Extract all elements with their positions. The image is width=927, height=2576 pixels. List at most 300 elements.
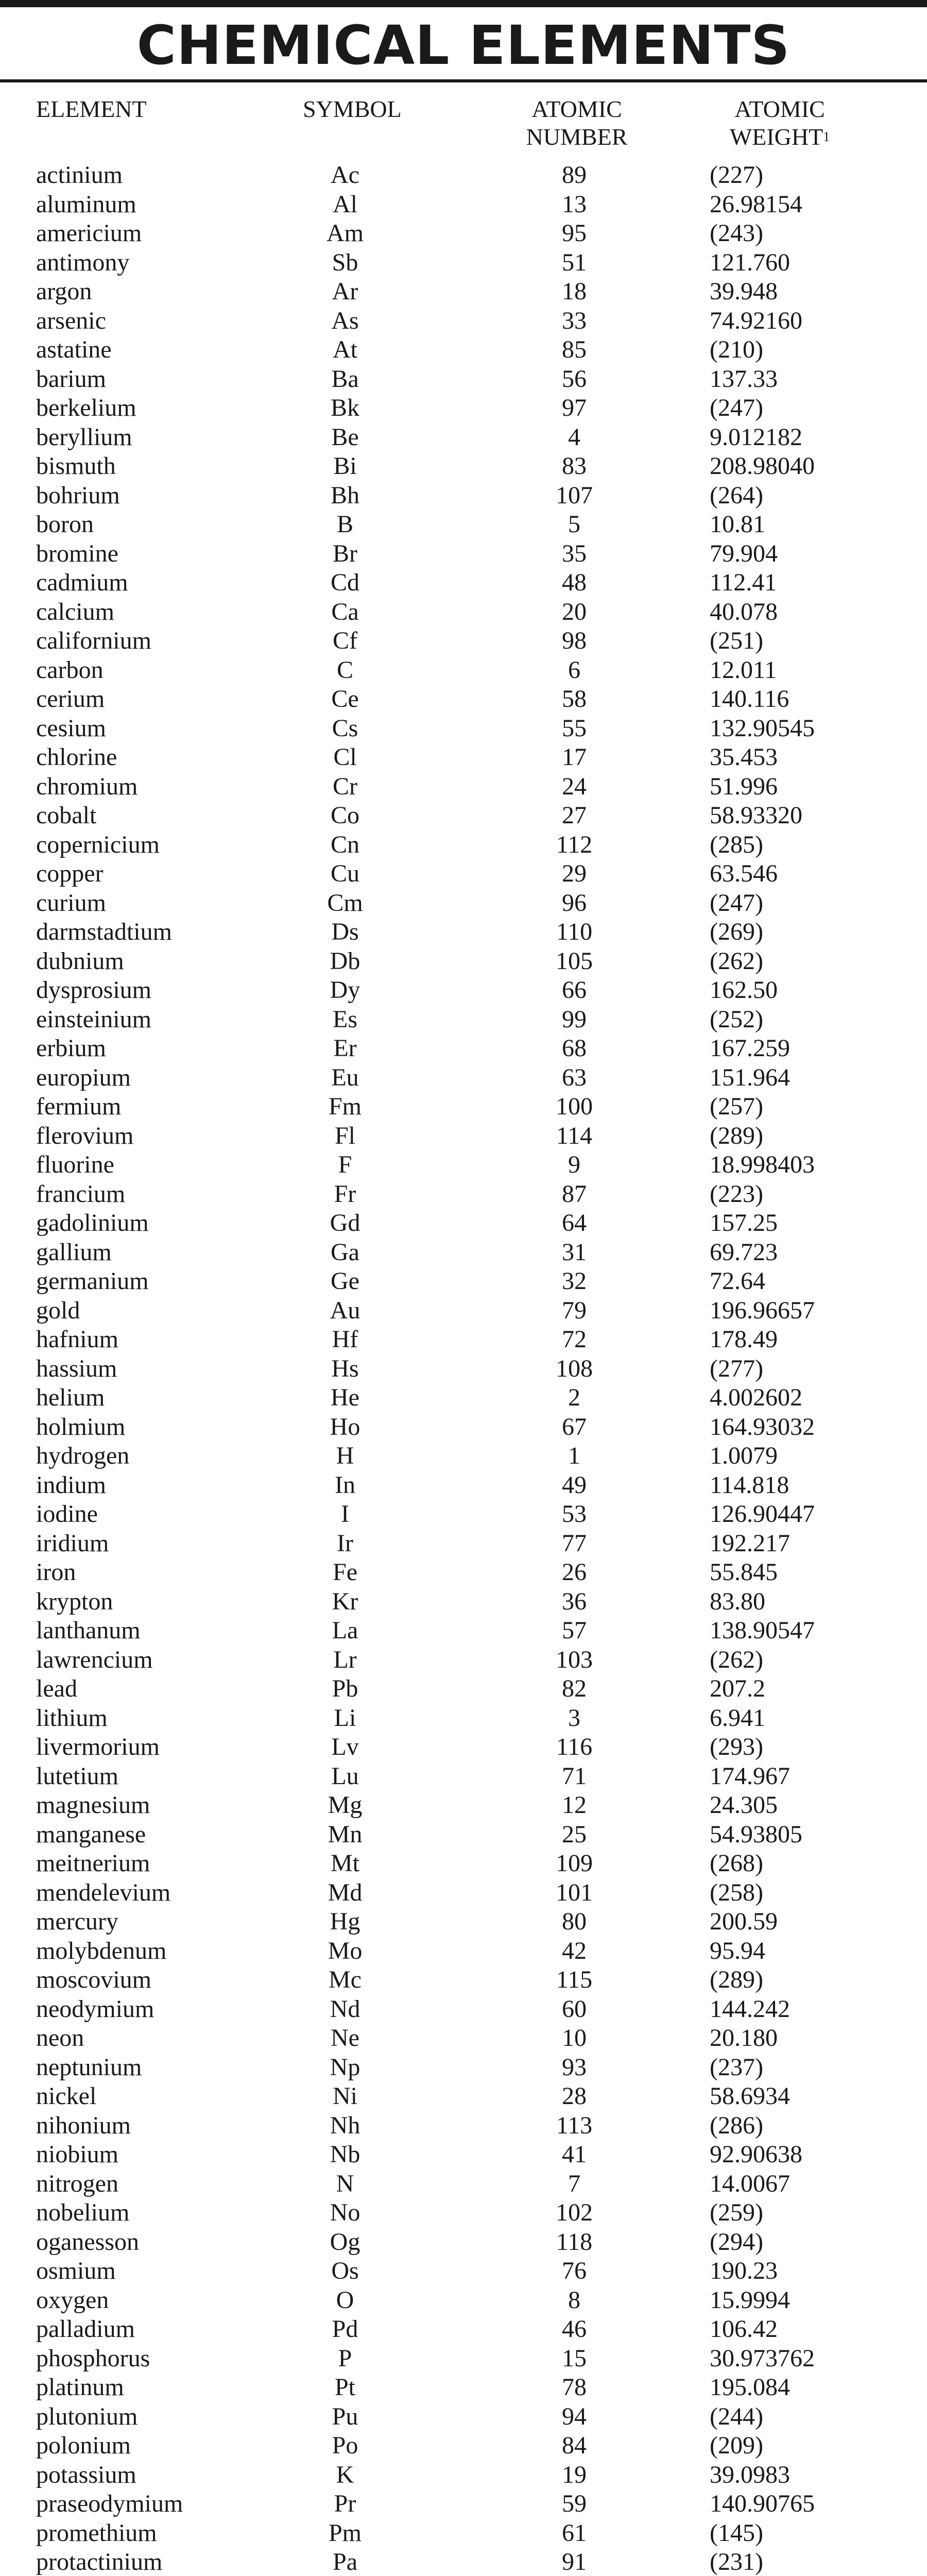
element-symbol: Au (330, 1296, 360, 1324)
atomic-weight: 72.64 (710, 1267, 765, 1295)
element-symbol: At (333, 336, 357, 363)
atomic-number: 82 (562, 1675, 587, 1702)
atomic-number: 46 (562, 2315, 587, 2343)
element-name: gallium (36, 1238, 112, 1266)
atomic-weight: 83.80 (710, 1587, 765, 1615)
element-name: germanium (36, 1267, 149, 1295)
element-symbol: Pa (333, 2548, 357, 2575)
table-row (0, 365, 927, 394)
atomic-number: 15 (562, 2344, 587, 2372)
element-name: flerovium (36, 1122, 134, 1149)
element-symbol: Ba (331, 365, 359, 393)
atomic-number: 63 (562, 1063, 587, 1091)
element-name: antimony (36, 248, 130, 276)
atomic-number: 68 (562, 1035, 587, 1062)
atomic-number: 80 (562, 1908, 587, 1935)
element-symbol: Pt (334, 2374, 356, 2401)
element-name: hassium (36, 1354, 117, 1382)
element-name: nitrogen (36, 2170, 118, 2197)
atomic-weight: 30.973762 (710, 2344, 815, 2372)
atomic-number: 87 (562, 1180, 587, 1208)
element-name: gold (36, 1296, 80, 1324)
table-row (0, 1296, 927, 1326)
element-name: argon (36, 278, 92, 305)
element-name: francium (36, 1180, 126, 1208)
atomic-number: 42 (562, 1937, 587, 1964)
atomic-weight: 39.0983 (710, 2461, 790, 2488)
atomic-weight: 24.305 (710, 1791, 778, 1819)
element-name: beryllium (36, 423, 132, 451)
element-name: lithium (36, 1704, 108, 1732)
element-symbol: Pb (332, 1675, 358, 1702)
element-symbol: Fr (334, 1180, 356, 1208)
table-row (0, 976, 927, 1005)
atomic-weight: 121.760 (710, 248, 790, 276)
table-row (0, 1122, 927, 1151)
element-symbol: Lu (331, 1762, 359, 1790)
table-row (0, 2198, 927, 2228)
atomic-number: 99 (562, 1005, 587, 1033)
atomic-number: 57 (562, 1617, 587, 1644)
element-name: dubnium (36, 947, 124, 975)
table-row (0, 1995, 927, 2024)
element-symbol: Ga (331, 1238, 359, 1266)
table-row (0, 1762, 927, 1791)
atomic-number: 4 (568, 423, 580, 451)
element-symbol: Ne (331, 2024, 359, 2052)
element-name: plutonium (36, 2402, 138, 2430)
element-name: barium (36, 365, 106, 393)
element-name: praseodymium (36, 2490, 183, 2517)
element-name: palladium (36, 2315, 135, 2343)
atomic-weight: (262) (710, 947, 763, 975)
table-row (0, 1150, 927, 1180)
element-symbol: Fe (333, 1558, 357, 1586)
element-symbol: Ar (332, 278, 358, 305)
atomic-weight: 74.92160 (710, 307, 802, 334)
atomic-number: 114 (556, 1122, 593, 1149)
table-row (0, 481, 927, 511)
atomic-weight: (268) (710, 1850, 763, 1877)
element-symbol: Es (333, 1005, 357, 1033)
atomic-number: 33 (562, 307, 587, 334)
atomic-weight: (277) (710, 1354, 763, 1382)
atomic-number: 32 (562, 1267, 587, 1295)
element-name: fermium (36, 1093, 122, 1120)
table-row (0, 1354, 927, 1384)
element-symbol: B (336, 511, 353, 538)
table-row (0, 831, 927, 860)
element-symbol: Al (333, 190, 357, 218)
atomic-number: 24 (562, 772, 587, 800)
element-symbol: Gd (330, 1209, 360, 1236)
element-name: holmium (36, 1413, 126, 1440)
atomic-number: 103 (556, 1646, 593, 1673)
table-row (0, 1092, 927, 1122)
table-row (0, 1937, 927, 1966)
table-row (0, 335, 927, 365)
table-row (0, 2548, 927, 2576)
table-row (0, 2344, 927, 2374)
element-symbol: Cs (332, 714, 358, 742)
atomic-number: 66 (562, 976, 587, 1004)
atomic-weight: 114.818 (710, 1471, 789, 1499)
atomic-number: 5 (568, 511, 580, 538)
element-symbol: Ni (333, 2082, 357, 2110)
element-symbol: Hs (331, 1354, 359, 1382)
atomic-weight: 132.90545 (710, 714, 815, 742)
atomic-weight: 151.964 (710, 1063, 790, 1091)
element-symbol: No (330, 2199, 360, 2226)
element-symbol: I (341, 1500, 349, 1528)
element-name: fluorine (36, 1151, 114, 1178)
table-row (0, 1325, 927, 1354)
atomic-weight: 92.90638 (710, 2141, 802, 2168)
element-name: krypton (36, 1587, 113, 1615)
element-name: copernicium (36, 831, 160, 858)
atomic-number: 89 (562, 161, 587, 189)
element-symbol: Fm (328, 1093, 362, 1120)
element-name: dysprosium (36, 976, 152, 1004)
atomic-number: 53 (562, 1500, 587, 1528)
atomic-weight: 6.941 (710, 1704, 765, 1732)
atomic-number: 3 (568, 1704, 580, 1732)
element-name: lead (36, 1675, 77, 1702)
element-name: californium (36, 627, 151, 654)
element-symbol: Ds (331, 918, 359, 945)
atomic-weight: 10.81 (710, 511, 765, 538)
atomic-number: 56 (562, 365, 587, 393)
atomic-weight: 164.93032 (710, 1413, 815, 1440)
atomic-number: 2 (568, 1384, 580, 1411)
table-row (0, 772, 927, 802)
element-symbol: Lr (333, 1646, 357, 1673)
table-row (0, 1471, 927, 1500)
atomic-weight: 12.011 (710, 656, 777, 684)
table-row (0, 1209, 927, 1238)
atomic-number: 55 (562, 714, 587, 742)
atomic-number: 31 (562, 1238, 587, 1266)
element-symbol: Bi (333, 452, 357, 480)
table-row (0, 568, 927, 598)
table-row (0, 1878, 927, 1908)
header-element: ELEMENT (36, 96, 147, 122)
atomic-number: 41 (562, 2141, 587, 2168)
atomic-weight: (210) (710, 336, 763, 363)
atomic-weight: (257) (710, 1093, 763, 1120)
element-symbol: Os (331, 2257, 359, 2284)
table-row (0, 1238, 927, 1267)
atomic-number: 118 (556, 2228, 593, 2256)
element-name: actinium (36, 161, 123, 189)
table-row (0, 1267, 927, 1296)
element-name: hydrogen (36, 1442, 130, 1469)
table-row (0, 2373, 927, 2402)
element-name: protactinium (36, 2548, 163, 2575)
element-name: erbium (36, 1035, 106, 1062)
element-name: carbon (36, 656, 104, 684)
table-row (0, 2461, 927, 2490)
element-symbol: Br (333, 539, 357, 567)
table-row (0, 656, 927, 685)
element-name: bohrium (36, 481, 120, 509)
element-symbol: Kr (332, 1587, 358, 1615)
atomic-weight: 106.42 (710, 2315, 778, 2343)
element-name: calcium (36, 598, 114, 625)
element-name: mendelevium (36, 1878, 171, 1906)
atomic-weight: (209) (710, 2432, 763, 2459)
element-symbol: C (336, 656, 353, 684)
element-symbol: Mc (329, 1966, 362, 1993)
atomic-weight: 4.002602 (710, 1384, 802, 1411)
table-row (0, 423, 927, 452)
atomic-weight: 63.546 (710, 860, 778, 887)
atomic-weight: (258) (710, 1878, 763, 1906)
table-row (0, 2489, 927, 2519)
element-symbol: He (331, 1384, 359, 1411)
table-row (0, 1063, 927, 1093)
element-symbol: Li (334, 1704, 356, 1732)
element-symbol: Mo (328, 1937, 363, 1964)
element-name: lawrencium (36, 1646, 153, 1673)
element-symbol: Db (330, 947, 360, 975)
table-row (0, 394, 927, 423)
element-name: curium (36, 889, 106, 917)
header-atomic-weight-line2 (718, 123, 842, 151)
element-symbol: La (332, 1617, 358, 1644)
atomic-weight: (145) (710, 2519, 763, 2547)
atomic-number: 100 (556, 1093, 593, 1120)
atomic-weight: 69.723 (710, 1238, 778, 1266)
atomic-weight: 178.49 (710, 1326, 778, 1353)
element-name: berkelium (36, 394, 136, 421)
table-row (0, 2228, 927, 2257)
element-symbol: K (336, 2461, 354, 2488)
element-name: phosphorus (36, 2344, 150, 2372)
element-symbol: Lv (331, 1733, 359, 1760)
element-symbol: Co (330, 802, 359, 829)
element-name: darmstadtium (36, 918, 172, 945)
atomic-number: 96 (562, 889, 587, 917)
table-row (0, 598, 927, 627)
element-symbol: Dy (330, 976, 360, 1004)
atomic-number: 6 (568, 656, 580, 684)
element-symbol: Cl (333, 743, 357, 771)
footnote-marker: 1 (823, 129, 830, 144)
table-row (0, 1180, 927, 1209)
atomic-weight: (244) (710, 2402, 763, 2430)
element-name: oxygen (36, 2286, 109, 2314)
atomic-number: 64 (562, 1209, 587, 1236)
element-symbol: Pm (328, 2519, 362, 2547)
element-symbol: Er (333, 1035, 357, 1062)
table-row (0, 1616, 927, 1646)
atomic-weight: 1.0079 (710, 1442, 778, 1469)
element-name: americium (36, 219, 142, 247)
table-row (0, 1674, 927, 1704)
table-row (0, 1558, 927, 1587)
atomic-number: 67 (562, 1413, 587, 1440)
atomic-weight: 192.217 (710, 1529, 790, 1557)
element-name: cesium (36, 714, 106, 742)
element-symbol: Nh (330, 2111, 360, 2139)
atomic-number: 13 (562, 190, 587, 218)
element-name: potassium (36, 2461, 136, 2488)
atomic-number: 48 (562, 569, 587, 596)
element-name: gadolinium (36, 1209, 149, 1236)
atomic-weight: 112.41 (710, 569, 777, 596)
element-name: bromine (36, 539, 118, 567)
atomic-number: 28 (562, 2082, 587, 2110)
atomic-weight: (251) (710, 627, 763, 654)
atomic-weight: (285) (710, 831, 763, 858)
element-symbol: Po (332, 2432, 358, 2459)
element-name: europium (36, 1063, 131, 1091)
header-atomic-number-line2: NUMBER (526, 124, 628, 150)
atomic-weight: 79.904 (710, 539, 778, 567)
element-name: niobium (36, 2141, 119, 2168)
table-row (0, 307, 927, 336)
atomic-weight: (293) (710, 1733, 763, 1760)
atomic-number: 91 (562, 2548, 587, 2575)
element-symbol: Be (331, 423, 359, 451)
atomic-weight: 51.996 (710, 772, 778, 800)
table-row (0, 1587, 927, 1617)
table-row (0, 685, 927, 714)
element-symbol: H (336, 1442, 354, 1469)
atomic-number: 7 (568, 2170, 580, 2197)
atomic-number: 20 (562, 598, 587, 625)
element-symbol: Pd (332, 2315, 358, 2343)
atomic-number: 25 (562, 1820, 587, 1848)
element-symbol: P (338, 2344, 352, 2372)
title-bar (0, 0, 927, 82)
atomic-weight: 195.084 (710, 2374, 790, 2401)
table-row (0, 2315, 927, 2344)
element-name: aluminum (36, 190, 136, 218)
element-name: cobalt (36, 802, 97, 829)
atomic-number: 18 (562, 278, 587, 305)
atomic-number: 9 (568, 1151, 580, 1178)
element-symbol: Cn (330, 831, 359, 858)
table-row (0, 2053, 927, 2082)
atomic-number: 108 (556, 1354, 593, 1382)
element-symbol: Mt (330, 1850, 359, 1877)
header-atomic-number (520, 95, 633, 151)
element-symbol: Hf (332, 1326, 358, 1353)
atomic-number: 112 (556, 831, 593, 858)
atomic-weight: 14.0067 (710, 2170, 790, 2197)
element-name: indium (36, 1471, 107, 1499)
atomic-weight: 54.93805 (710, 1820, 802, 1848)
atomic-number: 83 (562, 452, 587, 480)
element-name: iron (36, 1558, 76, 1586)
atomic-weight: 15.9994 (710, 2286, 790, 2314)
table-row (0, 510, 927, 539)
atomic-number: 29 (562, 860, 587, 887)
table-row (0, 161, 927, 190)
atomic-number: 105 (556, 947, 593, 975)
atomic-weight: (237) (710, 2053, 763, 2081)
table-row (0, 1500, 927, 1529)
element-name: moscovium (36, 1966, 151, 1993)
element-symbol: Og (330, 2228, 360, 2256)
element-name: neon (36, 2024, 84, 2052)
atomic-weight: (252) (710, 1005, 763, 1033)
element-symbol: Pr (334, 2490, 356, 2517)
atomic-weight: 174.967 (710, 1762, 790, 1790)
element-symbol: Cr (333, 772, 357, 800)
element-name: helium (36, 1384, 105, 1411)
atomic-number: 98 (562, 627, 587, 654)
element-name: neptunium (36, 2053, 142, 2081)
element-symbol: Bh (330, 481, 359, 509)
element-name: iodine (36, 1500, 98, 1528)
element-name: molybdenum (36, 1937, 167, 1964)
atomic-number: 107 (556, 481, 593, 509)
atomic-weight: 95.94 (710, 1937, 765, 1964)
element-symbol: Pu (332, 2402, 358, 2430)
table-row (0, 1383, 927, 1413)
element-symbol: N (336, 2170, 354, 2197)
atomic-number: 49 (562, 1471, 587, 1499)
atomic-number: 36 (562, 1587, 587, 1615)
table-row (0, 801, 927, 831)
atomic-weight: 55.845 (710, 1558, 778, 1586)
element-symbol: Ge (331, 1267, 359, 1295)
table-row (0, 1791, 927, 1820)
element-symbol: Mn (328, 1820, 363, 1848)
table-row (0, 219, 927, 248)
table-row (0, 2082, 927, 2111)
table-row (0, 743, 927, 772)
element-name: copper (36, 860, 104, 887)
element-name: magnesium (36, 1791, 150, 1819)
element-name: nickel (36, 2082, 97, 2110)
element-symbol: Ac (331, 161, 359, 189)
element-symbol: Fl (334, 1122, 356, 1149)
element-name: manganese (36, 1820, 146, 1848)
table-row (0, 539, 927, 569)
page-title: CHEMICAL ELEMENTS (136, 14, 791, 77)
atomic-weight: (247) (710, 394, 763, 421)
table-row (0, 1965, 927, 1995)
elements-table (0, 161, 927, 2576)
atomic-weight: (286) (710, 2111, 763, 2139)
atomic-number: 71 (562, 1762, 587, 1790)
element-name: cadmium (36, 569, 128, 596)
table-row (0, 277, 927, 307)
element-name: hafnium (36, 1326, 118, 1353)
table-row (0, 2024, 927, 2053)
element-symbol: Eu (331, 1063, 359, 1091)
header-atomic-weight (718, 95, 842, 151)
atomic-weight: 20.180 (710, 2024, 778, 2052)
table-row (0, 1733, 927, 1762)
atomic-number: 101 (556, 1878, 593, 1906)
atomic-weight: (262) (710, 1646, 763, 1673)
element-symbol: Ce (331, 685, 359, 713)
atomic-number: 94 (562, 2402, 587, 2430)
table-row (0, 626, 927, 656)
atomic-weight: 9.012182 (710, 423, 802, 451)
atomic-number: 79 (562, 1296, 587, 1324)
atomic-number: 93 (562, 2053, 587, 2081)
element-name: promethium (36, 2519, 157, 2547)
table-row (0, 452, 927, 481)
element-symbol: Ca (331, 598, 359, 625)
element-symbol: Sb (332, 248, 358, 276)
